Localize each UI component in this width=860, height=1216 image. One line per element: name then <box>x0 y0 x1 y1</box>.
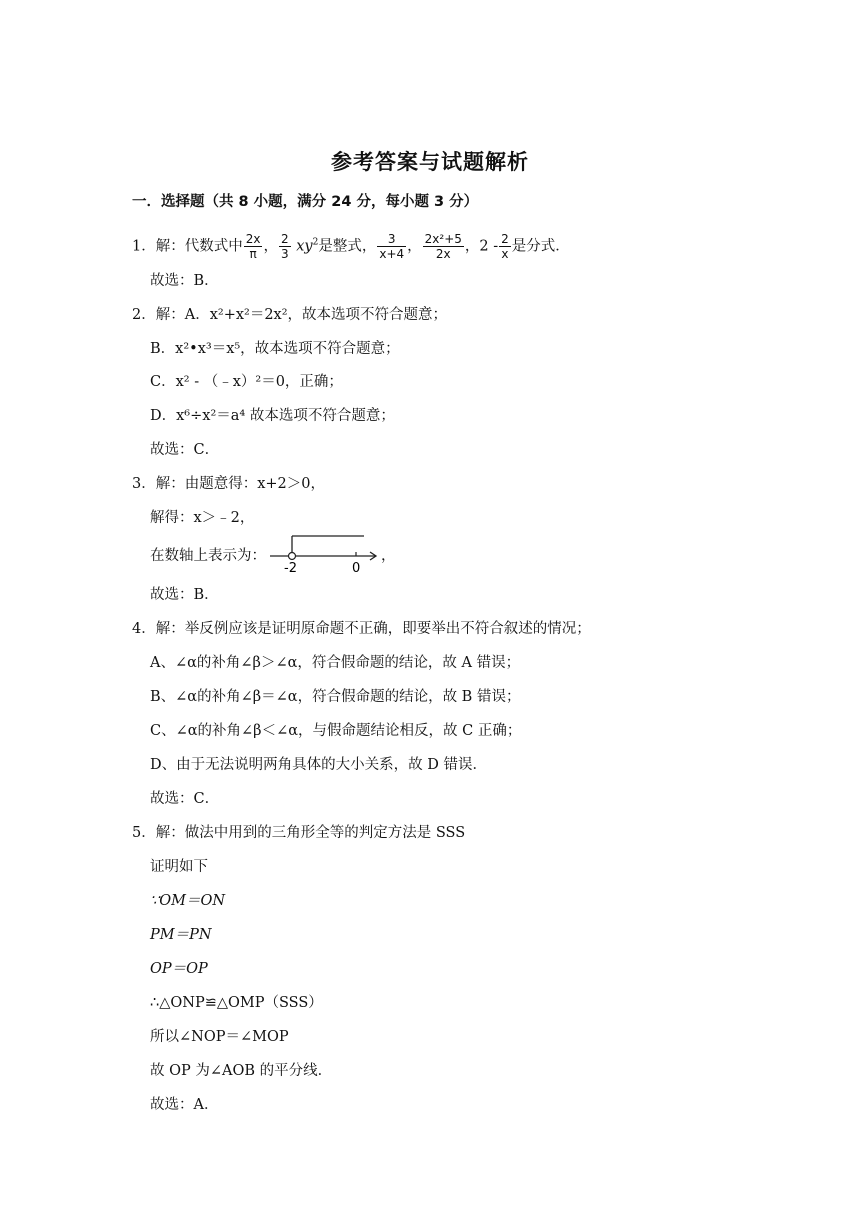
tick-label-zero: 0 <box>352 561 361 574</box>
q3-line-2: 解得：x＞﹣2， <box>150 510 255 526</box>
q4-answer: 故选：C． <box>150 791 220 807</box>
q1-lead: 解：代数式中 <box>155 238 243 255</box>
fraction-2-over-3: $\frac{2}{3}$ <box>280 232 289 261</box>
q3-line-3-tail: ， <box>381 548 396 564</box>
q5-line-3: ∵OM＝ON <box>150 893 226 909</box>
q5-line-6: ∴△ONP≌△OMP（SSS） <box>150 995 323 1011</box>
q4-line-3: B、∠α的补角∠β＝∠α，符合假命题的结论，故 B 错误； <box>150 689 521 705</box>
q5-line-5: OP＝OP <box>150 961 208 977</box>
q1-term-xy: xy <box>296 238 313 255</box>
q4-line-1: 4．解：举反例应该是证明原命题不正确，即要举出不符合叙述的情况； <box>132 621 591 637</box>
open-circle-icon <box>289 553 296 560</box>
q5-line-7: 所以∠NOP＝∠MOP <box>150 1029 289 1045</box>
page-title: 参考答案与试题解析 <box>331 150 529 174</box>
q3-line-3: 在数轴上表示为： <box>150 548 266 564</box>
q4-line-2: A、∠α的补角∠β＞∠α，符合假命题的结论，故 A 错误； <box>150 655 521 671</box>
q1-answer: 故选：B． <box>150 273 219 289</box>
q5-answer: 故选：A． <box>150 1097 219 1113</box>
fraction-2x-over-pi: $\frac{2x}{\pi}$ <box>245 232 261 261</box>
fraction-2x2-plus-5-over-2x: $\frac{\text{2x²+5}}{2x}$ <box>424 232 462 261</box>
q4-line-5: D、由于无法说明两角具体的大小关系，故 D 错误． <box>150 757 487 773</box>
q2-line-4: D．x⁶÷x²＝a⁴ 故本选项不符合题意； <box>150 408 395 424</box>
fraction-3-over-x-plus-4: $\frac{3}{x+4}$ <box>379 232 405 261</box>
q4-line-4: C、∠α的补角∠β＜∠α，与假命题结论相反，故 C 正确； <box>150 723 522 739</box>
tick-label-neg2: -2 <box>284 561 297 574</box>
q5-line-1: 5．解：做法中用到的三角形全等的判定方法是 SSS <box>132 825 466 841</box>
q3-answer: 故选：B． <box>150 587 219 603</box>
q2-line-2: B．x²•x³＝x⁵，故本选项不符合题意； <box>150 341 400 357</box>
number-line-figure <box>268 530 380 574</box>
q5-line-2: 证明如下 <box>150 859 208 875</box>
fraction-2-over-x: $\frac{2}{x}$ <box>501 232 509 261</box>
q5-line-4: PM＝PN <box>150 927 212 943</box>
q2-line-3: C．x² - （﹣x）²＝0，正确； <box>150 374 343 390</box>
q1-solution: 1．解：代数式中 $\frac{2x}{\pi}$ ， $\frac{2}{3}$ $xy^2$是整式， $\frac{3}{x+4}$ ， $\frac{\text{2x²+5}}{2x}$ ，2 - $\frac{2}{x}$ 是分式． <box>132 232 570 261</box>
section-heading: 一．选择题（共 8 小题，满分 24 分，每小题 3 分） <box>132 194 479 210</box>
q3-line-1: 3．解：由题意得：x+2＞0， <box>132 476 326 492</box>
q2-line-1: 2．解：A．x²+x²＝2x²，故本选项不符合题意； <box>132 307 448 323</box>
q2-answer: 故选：C． <box>150 442 220 458</box>
q1-number: 1． <box>132 238 156 255</box>
q5-line-8: 故 OP 为∠AOB 的平分线． <box>150 1063 333 1079</box>
